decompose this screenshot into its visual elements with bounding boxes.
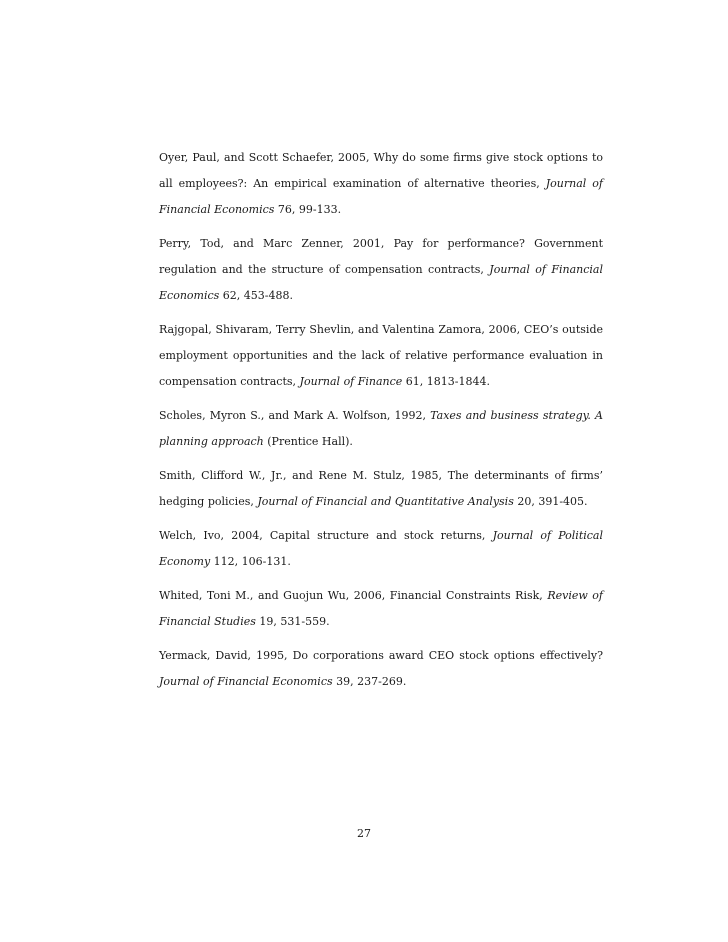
reference-volume-pages: 76, 99-133. bbox=[274, 203, 342, 216]
reference-text: Perry, Tod, and Marc Zenner, 2001, Pay for performance? Government regulation and the structure of compensation contracts, bbox=[159, 237, 603, 276]
reference-volume-pages: 62, 453-488. bbox=[219, 289, 293, 302]
reference-journal: Journal of Financial Economics bbox=[159, 177, 603, 216]
reference-text: Oyer, Paul, and Scott Schaefer, 2005, Why do some firms give stock options to all employees?: An empirical examination of alternative theories, bbox=[159, 151, 603, 190]
reference-volume-pages: 61, 1813-1844. bbox=[402, 375, 491, 388]
reference-journal: Review of Financial Studies bbox=[159, 589, 603, 628]
reference-journal: Journal of Financial Economics bbox=[159, 263, 603, 302]
reference-smith-stulz bbox=[159, 463, 603, 515]
reference-text: Smith, Clifford W., Jr., and Rene M. Stulz, 1985, The determinants of firms’ hedging policies, bbox=[159, 469, 603, 508]
reference-text: Welch, Ivo, 2004, Capital structure and stock returns, bbox=[159, 529, 493, 542]
reference-oyer-schaefer bbox=[159, 145, 603, 223]
reference-scholes-wolfson bbox=[159, 403, 603, 455]
reference-text: Yermack, David, 1995, Do corporations award CEO stock options effectively? bbox=[159, 649, 603, 662]
reference-journal: Journal of Financial Economics bbox=[159, 675, 333, 688]
reference-list bbox=[159, 145, 603, 703]
reference-volume-pages: 39, 237-269. bbox=[332, 675, 407, 688]
reference-welch bbox=[159, 523, 603, 575]
reference-journal: Journal of Political Economy bbox=[159, 529, 604, 568]
reference-perry-zenner bbox=[159, 231, 603, 309]
reference-yermack bbox=[159, 643, 603, 695]
reference-text: Whited, Toni M., and Guojun Wu, 2006, Financial Constraints Risk, bbox=[159, 589, 548, 602]
reference-volume-pages: 19, 531-559. bbox=[255, 615, 330, 628]
reference-volume-pages: 112, 106-131. bbox=[210, 555, 291, 568]
reference-book-title: Taxes and business strategy. A planning approach bbox=[159, 409, 603, 448]
reference-text: Rajgopal, Shivaram, Terry Shevlin, and Valentina Zamora, 2006, CEO’s outside employment opportunities and the lack of relative performance evaluation in compensation contracts, bbox=[159, 323, 603, 388]
page-number: 27 bbox=[357, 827, 371, 840]
reference-whited-wu bbox=[159, 583, 603, 635]
reference-publisher: (Prentice Hall). bbox=[263, 435, 353, 448]
reference-journal: Journal of Financial and Quantitative Analysis bbox=[257, 495, 514, 508]
reference-volume-pages: 20, 391-405. bbox=[513, 495, 588, 508]
reference-journal: Journal of Finance bbox=[299, 375, 403, 388]
reference-rajgopal-shevlin-zamora bbox=[159, 317, 603, 395]
reference-text: Scholes, Myron S., and Mark A. Wolfson, 1992, bbox=[159, 409, 431, 422]
